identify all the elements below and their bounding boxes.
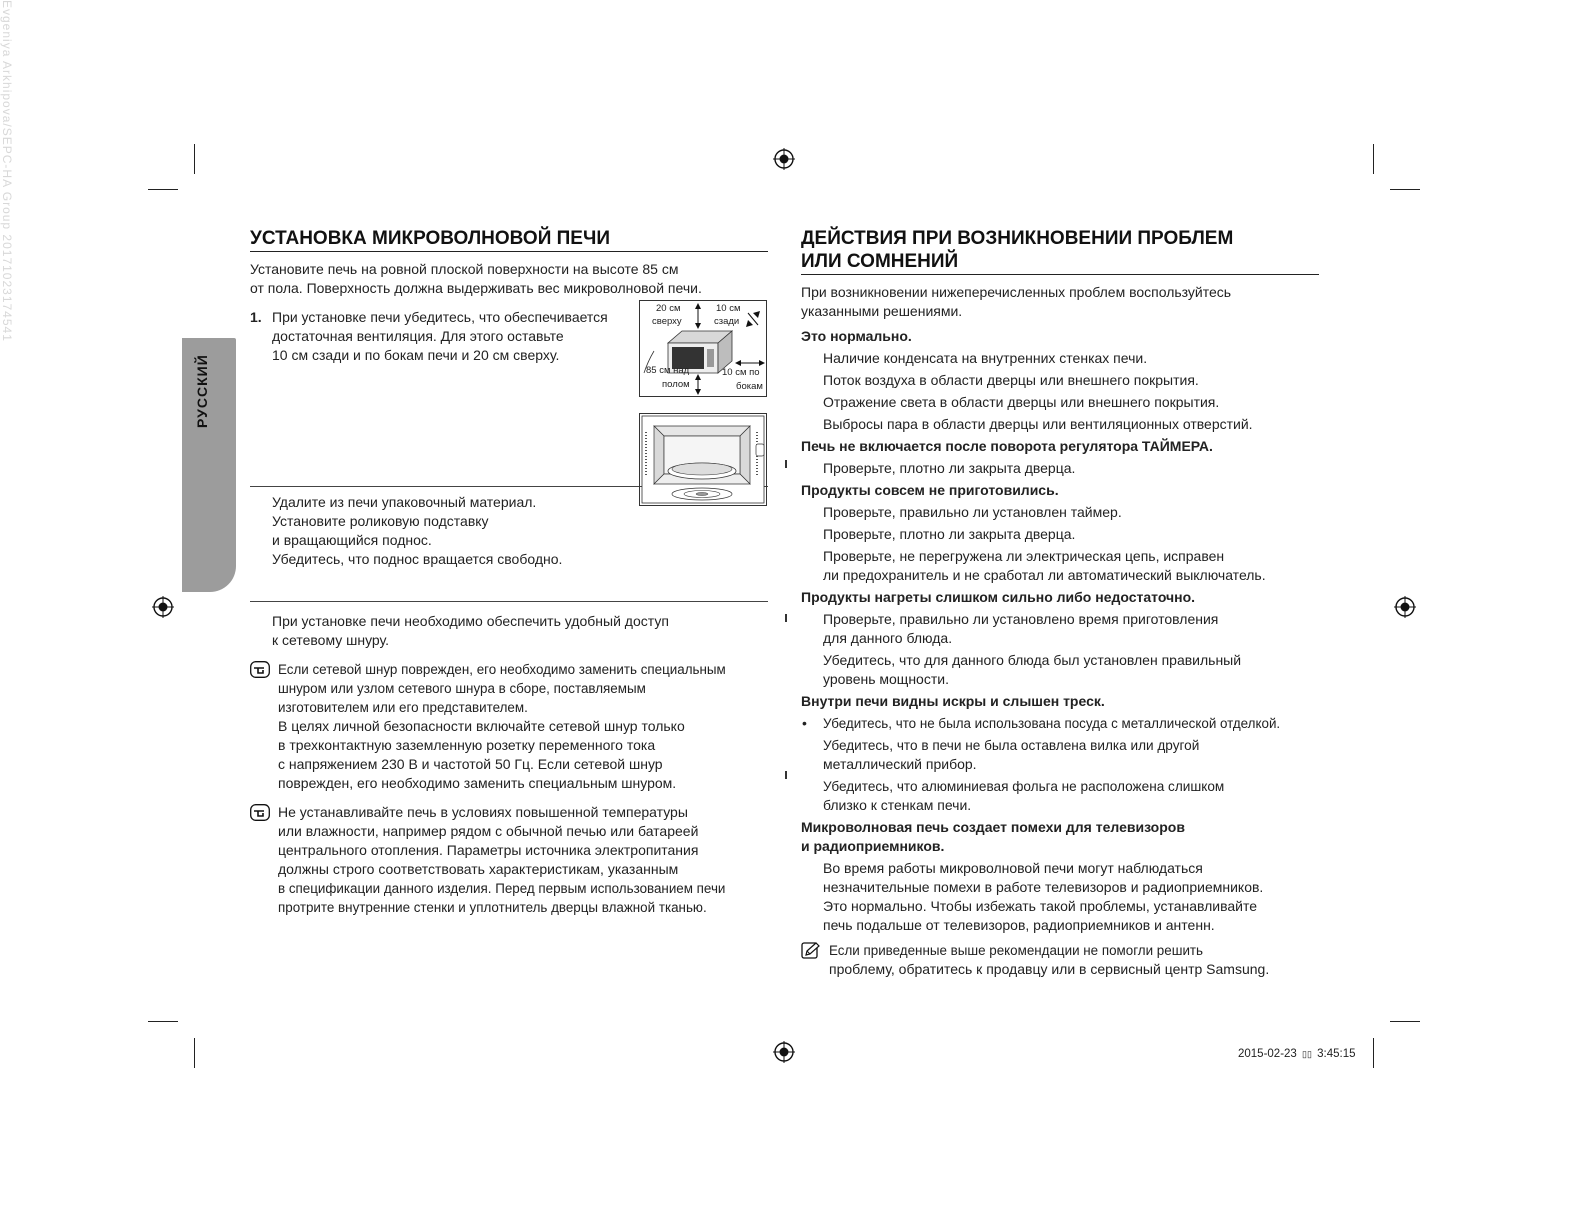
step-1-text	[272, 308, 617, 365]
print-date: 2015-02-23	[1238, 1048, 1297, 1060]
registration-mark-icon	[152, 596, 174, 618]
step-line: Убедитесь, что поднос вращается свободно.	[272, 551, 563, 567]
step-line: При установке печи необходимо обеспечить удобный доступ	[272, 613, 669, 629]
note-line: в трехконтактную заземленную розетку переменного тока	[278, 737, 656, 753]
ventilation-diagram	[639, 300, 767, 397]
registration-mark-icon	[773, 148, 795, 170]
environment-note	[250, 803, 770, 917]
section-interference	[801, 818, 1321, 935]
list-item	[801, 610, 1321, 648]
troubleshooting-intro	[801, 283, 1321, 321]
crop-mark	[1373, 1038, 1374, 1068]
step-line: 10 см сзади и по бокам печи и 20 см сверху.	[272, 347, 560, 363]
intro-line: Установите печь на ровной плоской поверхности на высоте 85 см	[250, 261, 679, 277]
vent-top-label: сверху	[652, 316, 682, 327]
list-item: Проверьте, плотно ли закрыта дверца.	[823, 460, 1076, 476]
step-line: к сетевому шнуру.	[272, 632, 390, 648]
pointing-hand-icon	[250, 661, 270, 678]
watermark	[0, 0, 22, 480]
note-line: поврежден, его необходимо заменить специальным шнуром.	[278, 775, 677, 791]
list-item: Проверьте, правильно ли установлен таймер.	[823, 504, 1122, 520]
list-item: Проверьте, плотно ли закрыта дверца.	[823, 526, 1076, 542]
list-item	[801, 651, 1321, 689]
step-line: и вращающийся поднос.	[272, 532, 432, 548]
crop-mark	[1390, 1021, 1420, 1022]
note-line: проблему, обратитесь к продавцу или в сервисный центр Samsung.	[829, 961, 1270, 977]
note-line: с напряжением 230 В и частотой 50 Гц. Если сетевой шнур	[278, 756, 663, 772]
item-line: Проверьте, правильно ли установлено время приготовления	[823, 611, 1219, 627]
step-line: достаточная вентиляция. Для этого оставьте	[272, 328, 564, 344]
note-line: центрального отопления. Параметры источника электропитания	[278, 842, 699, 858]
note-line: в спецификации данного изделия. Перед первым использованием печи	[278, 881, 726, 896]
note-pencil-icon	[801, 942, 821, 959]
list-item: Поток воздуха в области дверцы или внешнего покрытия.	[823, 372, 1199, 388]
list-item: Отражение света в области дверцы или внешнего покрытия.	[823, 394, 1220, 410]
note-line: Если сетевой шнур поврежден, его необходимо заменить специальным	[278, 662, 726, 677]
bullet-mark: •	[802, 715, 807, 731]
registration-mark-icon	[1394, 596, 1416, 618]
registration-mark-icon	[773, 1041, 795, 1063]
crop-mark	[194, 1038, 195, 1068]
edge-tick	[785, 771, 787, 779]
item-line: ли предохранитель и не сработал ли автоматический выключатель.	[823, 567, 1266, 583]
edge-tick	[785, 614, 787, 622]
pointing-hand-icon	[250, 804, 270, 821]
vent-floor-label: 85 см над	[646, 365, 690, 376]
crop-mark	[1390, 189, 1420, 190]
item-line: Убедитесь, что для данного блюда был установлен правильный	[823, 652, 1242, 668]
vent-back-label: сзади	[714, 316, 740, 327]
troubleshooting-section	[801, 227, 1321, 979]
intro-line: от пола. Поверхность должна выдерживать вес микроволновой печи.	[250, 280, 702, 296]
power-cord-note	[250, 660, 770, 793]
crop-mark	[148, 1021, 178, 1022]
item-line: Убедитесь, что не была использована посуда с металлической отделкой.	[823, 716, 1281, 731]
troubleshooting-title	[801, 227, 1319, 275]
list-item	[801, 859, 1321, 935]
list-item	[801, 714, 1321, 733]
edge-tick	[785, 460, 787, 468]
section-heading: Продукты совсем не приготовились.	[801, 482, 1059, 498]
vent-side-label: бокам	[736, 381, 763, 392]
section-heat-level	[801, 588, 1321, 689]
crop-mark	[194, 144, 195, 174]
print-timestamp	[1238, 1048, 1356, 1060]
step-line: Установите роликовую подставку	[272, 513, 489, 529]
section-no-start	[801, 437, 1321, 478]
oven-interior-illustration	[640, 414, 766, 505]
note-line: протрите внутренние стенки и уплотнитель дверцы влажной тканью.	[278, 900, 707, 915]
title-line: ДЕЙСТВИЯ ПРИ ВОЗНИКНОВЕНИИ ПРОБЛЕМ	[801, 228, 1234, 249]
step-3	[250, 602, 770, 658]
list-item: Выбросы пара в области дверцы или вентиляционных отверстий.	[823, 416, 1253, 432]
item-line: уровень мощности.	[823, 671, 949, 687]
item-line: для данного блюда.	[823, 630, 953, 646]
print-time: 3:45:15	[1317, 1048, 1356, 1060]
item-line: незначительные помехи в работе телевизоров и радиоприемников.	[823, 879, 1264, 895]
vent-side-label: 10 см по	[722, 367, 760, 378]
language-tab	[182, 338, 236, 592]
note-line: Не устанавливайте печь в условиях повышенной температуры	[278, 804, 688, 820]
intro-line: указанными решениями.	[801, 303, 963, 319]
note-line: шнуром или узлом сетевого шнура в сборе, поставляемым	[278, 681, 646, 696]
list-item	[801, 547, 1321, 585]
vent-top-label: 20 см	[656, 303, 681, 314]
list-item	[801, 736, 1321, 774]
installation-section	[250, 227, 770, 917]
note-line: Если приведенные выше рекомендации не помогли решить	[829, 943, 1204, 958]
section-heading: Внутри печи видны искры и слышен треск.	[801, 693, 1105, 709]
item-line: Убедитесь, что в печи не была оставлена вилка или другой	[823, 738, 1200, 753]
oven-interior-diagram	[639, 413, 767, 506]
section-not-cooked	[801, 481, 1321, 585]
section-sparks	[801, 692, 1321, 815]
item-line: печь подальше от телевизоров, радиоприемников и антенн.	[823, 917, 1215, 933]
list-item	[801, 777, 1321, 815]
step-line: Удалите из печи упаковочный материал.	[272, 494, 537, 510]
note-line: или влажности, например рядом с обычной печью или батареей	[278, 823, 699, 839]
item-line: Проверьте, не перегружена ли электрическая цепь, исправен	[823, 548, 1225, 564]
title-line: ИЛИ СОМНЕНИЙ	[801, 251, 959, 272]
print-time-marker: ▯▯	[1302, 1049, 1312, 1059]
step-line: При установке печи убедитесь, что обеспечивается	[272, 309, 608, 325]
watermark-text: Evgeniya Arkhipova/SEPC-HA Group 20171023174541	[0, 0, 14, 342]
note-line: В целях личной безопасности включайте сетевой шнур только	[278, 718, 685, 734]
section-heading: Микроволновая печь создает помехи для телевизоров	[801, 819, 1185, 835]
note-line: изготовителем или его представителем.	[278, 700, 528, 715]
step-number: 1.	[250, 309, 262, 325]
section-normal	[801, 327, 1321, 434]
installation-title: УСТАНОВКА МИКРОВОЛНОВОЙ ПЕЧИ	[250, 227, 768, 252]
item-line: Убедитесь, что алюминиевая фольга не расположена слишком	[823, 779, 1225, 794]
list-item: Наличие конденсата на внутренних стенках печи.	[823, 350, 1148, 366]
vent-floor-label: полом	[662, 379, 690, 390]
language-tab-label: РУССКИЙ	[194, 354, 210, 428]
section-heading: Это нормально.	[801, 328, 912, 344]
crop-mark	[148, 189, 178, 190]
item-line: Во время работы микроволновой печи могут наблюдаться	[823, 860, 1203, 876]
installation-intro	[250, 260, 770, 298]
item-line: металлический прибор.	[823, 756, 977, 772]
crop-mark	[1373, 144, 1374, 174]
service-note	[801, 941, 1321, 979]
item-line: Это нормально. Чтобы избежать такой проблемы, устанавливайте	[823, 898, 1258, 914]
intro-line: При возникновении нижеперечисленных проблем воспользуйтесь	[801, 284, 1232, 300]
vent-back-label: 10 см	[716, 303, 741, 314]
section-heading: Продукты нагреты слишком сильно либо недостаточно.	[801, 589, 1196, 605]
section-heading: Печь не включается после поворота регулятора ТАЙМЕРА.	[801, 438, 1213, 454]
section-heading: и радиоприемников.	[801, 838, 945, 854]
note-line: должны строго соответствовать характеристикам, указанным	[278, 861, 679, 877]
item-line: близко к стенкам печи.	[823, 797, 972, 813]
